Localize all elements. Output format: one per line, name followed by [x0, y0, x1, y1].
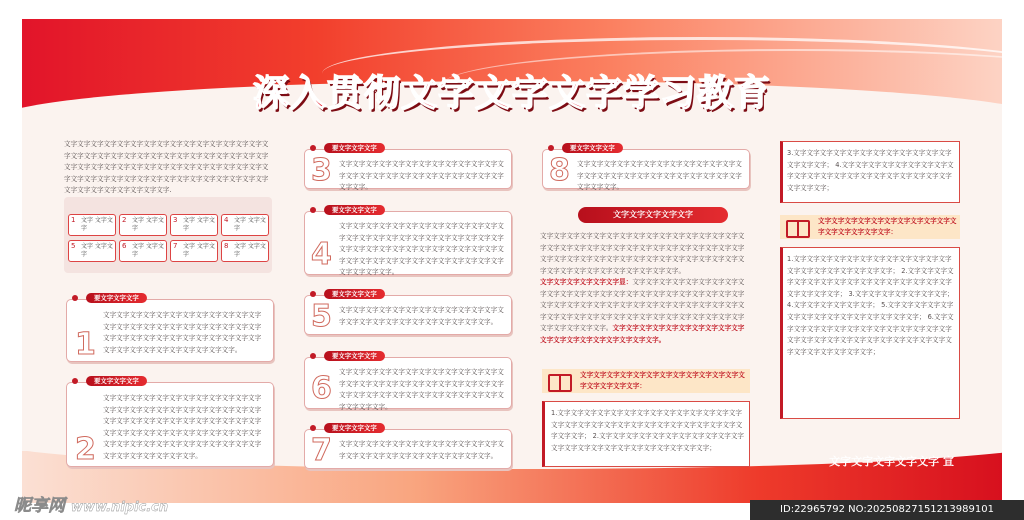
- keyword-chip: 6 文字 文字文字: [119, 240, 167, 262]
- card-number: 1: [75, 327, 96, 362]
- card-text: 文字文字文字文字文字文字文字文字文字文字文字文字文字文字文字文字文字文字文字文字文字文字文字文字。: [339, 440, 504, 460]
- label-dot: [310, 425, 316, 431]
- item-card-2: [66, 382, 274, 467]
- label-dot: [548, 145, 554, 151]
- display-board: [22, 19, 1002, 503]
- card-label: 要文字文字文字: [324, 423, 385, 433]
- label-dot: [72, 295, 78, 301]
- image-id-bar: ID:22965792 NO:20250827151213989101: [750, 500, 1024, 520]
- board-title: 深入贯彻文字文字文字学习教育: [252, 72, 771, 114]
- card-label: 要文字文字文字: [324, 289, 385, 299]
- book-icon: [548, 374, 572, 392]
- item-card-3: [304, 149, 512, 192]
- card-text: 文字文字文字文字文字文字文字文字文字文字文字文字文字文字文字文字文字文字文字文字文字文字文字文字文字文字文字文字。: [577, 160, 742, 192]
- label-dot: [72, 378, 78, 384]
- label-dot: [310, 145, 316, 151]
- list-box-main: 1.文字文字文字文字文字文字文字文字文字文字文字文字文字文字文字文字文字文字文字文字； 2.文字文字文字文字文字文字文字文字文字文字文字文字文字文字文字文字文字文字文字文字； 3.文字文字文字文字文字文字文字； 4.文字文字文字文字文字文字； 5.文字文字文字文字文字文字文字文字文字文字文字文字文字文字文字； 6.文字文字文字文字文字文字文字文字文字文字文字文字文字文字文字文字文字文字文字文字文字文字文字文字文字文字文字文字文字文字文字文字文字；: [780, 247, 960, 419]
- keyword-chip-panel: [64, 197, 272, 273]
- keyword-chip: 4 文字 文字文字: [221, 214, 269, 236]
- site-watermark: 昵享网 www.nipic.cn: [14, 496, 169, 516]
- card-label: 要文字文字文字: [86, 293, 147, 303]
- label-dot: [310, 353, 316, 359]
- card-label: 要文字文字文字: [86, 376, 147, 386]
- card-number: 2: [75, 432, 96, 467]
- card-label: 要文字文字文字: [324, 351, 385, 361]
- card-label: 要文字文字文字: [324, 205, 385, 215]
- card-text: 文字文字文字文字文字文字文字文字文字文字文字文字文字文字文字文字文字文字文字文字文字文字文字文字文字文字文字。: [339, 160, 504, 192]
- item-card-6: [304, 357, 512, 409]
- intro-text: 文字文字文字文字文字文字文字文字文字文字文字文字文字文字文字文字文字文字文字文字文字文字文字文字文字文字文字文字文字文字文字文字文字文字文字文字文字文字文字文字文字文字文字文字文字文字文字文字文字文字文字文字文字文字文字文字文字文字文字文字文字文字文字文字文字文字文字文字文字文字.: [64, 140, 269, 195]
- label-dot: [310, 207, 316, 213]
- list-box-top: 3.文字文字文字文字文字文字文字文字文字文字文字文字文字文字文字； 4.文字文字文字文字文字文字文字文字文字文字文字文字文字文字文字文字文字文字文字文字文字文字文字文字；: [780, 141, 960, 203]
- card-label: 要文字文字文字: [324, 143, 385, 153]
- keyword-chip: 5 文字 文字文字: [68, 240, 116, 262]
- card-number: 6: [311, 371, 332, 406]
- book-note-bar: 文字文字文字文字文字文字文字文字文字文字文字文字文字文字文字文字：: [780, 215, 960, 239]
- card-text: 文字文字文字文字文字文字文字文字文字文字文字文字文字文字文字文字文字文字文字文字文字文字文字文字文字文字文字文字文字文字文字文字文字文字文字文字文字文字文字文字文字文字文字文字文字文字。: [103, 311, 262, 354]
- card-text: 文字文字文字文字文字文字文字文字文字文字文字文字文字文字文字文字文字文字文字文字文字文字文字文字文字文字文字文字文字文字文字文字文字文字文字文字文字文字文字文字文字文字文字文字文字文字文字文字文字文字文字文字文字文字。: [339, 222, 504, 277]
- item-card-8: [542, 149, 750, 192]
- keyword-chip: 2 文字 文字文字: [119, 214, 167, 236]
- keyword-chip: 7 文字 文字文字: [170, 240, 218, 262]
- card-label: 要文字文字文字: [562, 143, 623, 153]
- card-text: 文字文字文字文字文字文字文字文字文字文字文字文字文字文字文字文字文字文字文字文字文字文字文字文字文字文字文字文字文字文字文字文字文字文字文字文字文字文字文字文字文字。: [339, 368, 504, 411]
- item-card-4: [304, 211, 512, 275]
- card-number: 7: [311, 433, 332, 468]
- section-paragraph-1: 文字文字文字文字文字文字文字文字文字文字文字文字文字文字文字文字文字文字文字文字文字文字文字文字文字文字文字文字文字文字文字文字文字文字文字文字文字文字文字文字文字文字文字文字文字文字文字文字文字文字文字文字文字文字文字文字文字。: [540, 232, 745, 275]
- section-heading-pill: 文字文字文字文字文字: [578, 207, 728, 223]
- card-number: 8: [549, 153, 570, 188]
- card-number: 4: [311, 237, 332, 272]
- section-paragraph-2: 文字文字文字文字文字文字显：文字文字文字文字文字文字文字文字文字文字文字文字文字文字文字文字文字文字文字文字文字文字文字文字文字文字文字文字文字文字文字文字文字文字文字文字文字文字文字文字文字文字文字文字文字文字文字文字文字文字文字文字文字文字文字文字文字文字文字文字。文字文字文字文字文字文字文字文字文字文字文字文字文字文字文字文字文字文字文字。: [540, 278, 745, 344]
- list-box: 1.文字文字文字文字文字文字文字文字文字文字文字文字文字文字文字文字文字文字文字文字文字文字文字文字文字文字文字文字文字文字文字； 2.文字文字文字文字文字文字文字文字文字文字文字文字文字文字文字文字文字文字文字文字文字文字文字；: [542, 401, 750, 467]
- item-card-5: [304, 295, 512, 335]
- card-text: 文字文字文字文字文字文字文字文字文字文字文字文字文字文字文字文字文字文字文字文字文字文字文字文字。: [339, 306, 504, 326]
- keyword-chip: 1 文字 文字文字: [68, 214, 116, 236]
- item-card-1: [66, 299, 274, 362]
- card-number: 5: [311, 299, 332, 334]
- keyword-chip: 3 文字 文字文字: [170, 214, 218, 236]
- publisher-sign: 文字文字文字文字文字 宣: [829, 455, 954, 468]
- card-text: 文字文字文字文字文字文字文字文字文字文字文字文字文字文字文字文字文字文字文字文字文字文字文字文字文字文字文字文字文字文字文字文字文字文字文字文字文字文字文字文字文字文字文字文字文字文字文字文字文字文字文字文字文字文字文字文字文字文字文字文字文字文字文字文字文字文字文字。: [103, 394, 262, 460]
- book-note-bar: 文字文字文字文字文字文字文字文字文字文字文字文字文字文字文字文字文字：: [542, 369, 750, 393]
- card-number: 3: [311, 153, 332, 188]
- item-card-7: [304, 429, 512, 469]
- book-icon: [786, 220, 810, 238]
- keyword-chip: 8 文字 文字文字: [221, 240, 269, 262]
- label-dot: [310, 291, 316, 297]
